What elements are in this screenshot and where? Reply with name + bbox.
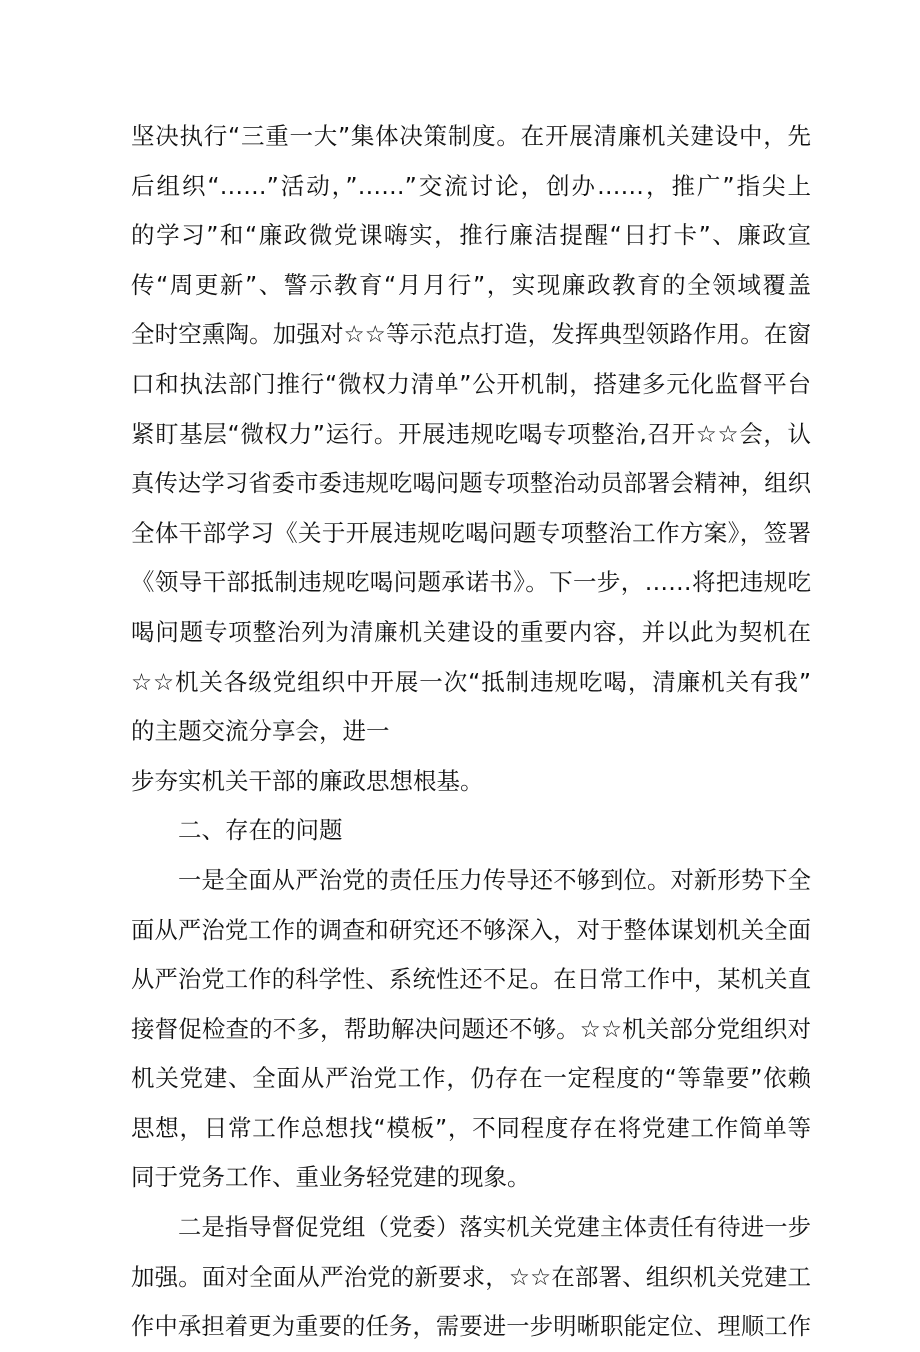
text-line: 步夯实机关干部的廉政思想根基。	[131, 766, 484, 795]
text-line: 喝问题专项整治列为清廉机关建设的重要内容，并以此为契机在	[131, 617, 811, 646]
text-line: 从严治党工作的科学性、系统性还不足。在日常工作中，某机关直	[131, 966, 811, 994]
text-line: 传“周更新”、警示教育“月月行”，实现廉政教育的全领域覆盖	[131, 270, 811, 299]
document-body	[131, 112, 811, 1352]
text-line: 作中承担着更为重要的任务，需要进一步明晰职能定位、理顺工作	[131, 1313, 811, 1341]
text-line: 口和执法部门推行“微权力清单”公开机制，搭建多元化监督平台	[131, 369, 811, 398]
text-line: 真传达学习省委市委违规吃喝问题专项整治动员部署会精神，组织	[131, 470, 811, 498]
text-line: 加强。面对全面从严治党的新要求，☆☆在部署、组织机关党建工	[131, 1262, 811, 1291]
text-line: 的主题交流分享会，进一	[131, 717, 390, 746]
text-line: 面从严治党工作的调查和研究还不够深入，对于整体谋划机关全面	[131, 916, 811, 944]
text-line: 二是指导督促党组（党委）落实机关党建主体责任有待进一步	[178, 1214, 811, 1242]
text-line: 全时空熏陶。加强对☆☆等示范点打造，发挥典型领路作用。在窗	[131, 320, 811, 349]
text-line: 思想，日常工作总想找“模板”，不同程度存在将党建工作简单等	[131, 1113, 811, 1142]
text-line: 后组织“……”活动，”……”交流讨论，创办……，推广”指尖上	[131, 171, 811, 200]
text-line: 机关党建、全面从严治党工作，仍存在一定程度的“等靠要”依赖	[131, 1064, 811, 1093]
text-line: 《领导干部抵制违规吃喝问题承诺书》。下一步，……将把违规吃	[131, 568, 811, 597]
section-heading: 二、存在的问题	[178, 816, 343, 845]
text-line: 一是全面从严治党的责任压力传导还不够到位。对新形势下全	[178, 866, 811, 894]
text-line: 的学习”和“廉政微党课嗨实，推行廉洁提醒“日打卡”、廉政宣	[131, 221, 811, 250]
text-line: 全体干部学习《关于开展违规吃喝问题专项整治工作方案》，签署	[131, 518, 811, 547]
text-line: 坚决执行“三重一大”集体决策制度。在开展清廉机关建设中，先	[131, 122, 811, 150]
text-line: 接督促检查的不多，帮助解决问题还不够。☆☆机关部分党组织对	[131, 1014, 811, 1043]
text-line: 紧盯基层“微权力”运行。开展违规吃喝专项整治,召开☆☆会，认	[131, 419, 811, 448]
text-line: 同于党务工作、重业务轻党建的现象。	[131, 1163, 531, 1192]
text-line: ☆☆机关各级党组织中开展一次“抵制违规吃喝，清廉机关有我”	[131, 667, 811, 696]
